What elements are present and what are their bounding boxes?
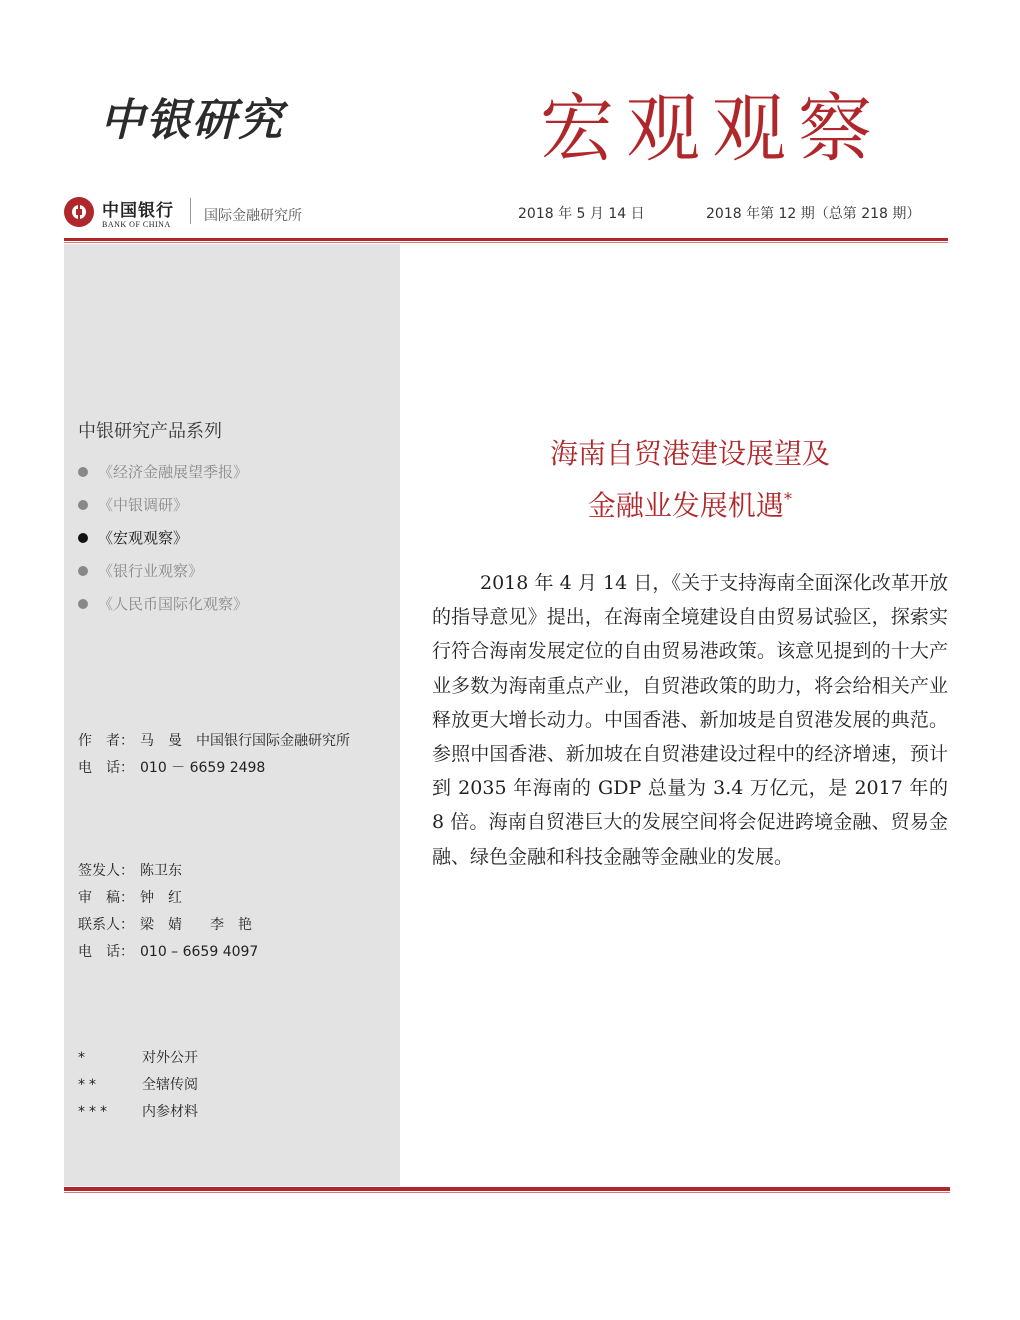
legend-label: 对外公开	[142, 1050, 198, 1066]
bullet-icon	[78, 566, 88, 576]
bullet-icon	[78, 533, 88, 543]
bullet-icon	[78, 500, 88, 510]
legend-label: 全辖传阅	[142, 1077, 198, 1093]
bullet-icon	[78, 599, 88, 609]
author-value: 马 曼 中国银行国际金融研究所	[140, 733, 350, 749]
header-divider	[190, 198, 191, 224]
issuer-value: 陈卫东	[140, 863, 182, 879]
issuer-label: 签发人：	[78, 863, 134, 879]
top-rule-thin	[64, 242, 948, 243]
institute-name: 国际金融研究所	[204, 208, 302, 224]
bottom-rule	[64, 1187, 950, 1191]
article-title-line2: 金融业发展机遇*	[587, 489, 793, 522]
top-rule	[64, 238, 948, 241]
bottom-rule-thin	[64, 1192, 950, 1193]
issue-number: 2018 年第 12 期（总第 218 期）	[706, 206, 921, 222]
product-item: 《人民币国际化观察》	[78, 587, 248, 620]
article-title-line1: 海南自贸港建设展望及	[549, 437, 830, 470]
product-series-heading: 中银研究产品系列	[78, 421, 222, 442]
author-label: 作 者：	[78, 733, 134, 749]
article-abstract: 2018 年 4 月 14 日，《关于支持海南全面深化改革开放的指导意见》提出，在海南全境建设自由贸易试验区，探索实行符合海南发展定位的自由贸易港政策。该意见提到的十大产业多数为海南重点产业，自贸港政策的助力，将会给相关产业释放更大增长动力。中国香港、新加坡是自贸港发展的典范。参照中国香港、新加坡在自贸港建设过程中的经济增速，预计到 2035 年海南的 GDP 总量为 3.4 万亿元，是 2017 年的 8 倍。海南自贸港巨大的发展空间将会促进跨境金融、贸易金融、绿色金融和科技金融等金融业的发展。	[432, 572, 948, 868]
reviewer-label: 审 稿：	[78, 890, 134, 906]
confidentiality-legend	[78, 1045, 198, 1126]
contact-phone-value: 010 – 6659 4097	[140, 944, 259, 960]
footnote-mark: *	[783, 489, 793, 510]
product-item: 《银行业观察》	[78, 554, 248, 587]
publish-date: 2018 年 5 月 14 日	[518, 206, 645, 222]
contact-phone-label: 电 话：	[78, 944, 134, 960]
legend-label: 内参材料	[142, 1104, 198, 1120]
author-phone-value: 010 － 6659 2498	[140, 760, 266, 776]
article-title	[420, 428, 960, 532]
product-item: 《经济金融展望季报》	[78, 455, 248, 488]
report-brand-logo: 中银研究	[100, 95, 284, 146]
contact-info	[78, 858, 258, 966]
contact-value: 梁 婧 李 艳	[140, 917, 252, 933]
product-item-current: 《宏观观察》	[78, 521, 248, 554]
series-title: 宏观观察	[540, 86, 884, 172]
bullet-icon	[78, 467, 88, 477]
author-phone-label: 电 话：	[78, 760, 134, 776]
bank-name-cn: 中国银行	[102, 201, 174, 221]
legend-stars: **	[78, 1077, 100, 1093]
bank-of-china-logo-icon	[64, 197, 94, 227]
reviewer-value: 钟 红	[140, 890, 182, 906]
author-info	[78, 728, 350, 782]
legend-stars: *	[78, 1050, 89, 1066]
contact-label: 联系人：	[78, 917, 134, 933]
product-item: 《中银调研》	[78, 488, 248, 521]
product-list	[78, 455, 248, 620]
bank-name-en: BANK OF CHINA	[102, 220, 171, 229]
legend-stars: ***	[78, 1104, 111, 1120]
